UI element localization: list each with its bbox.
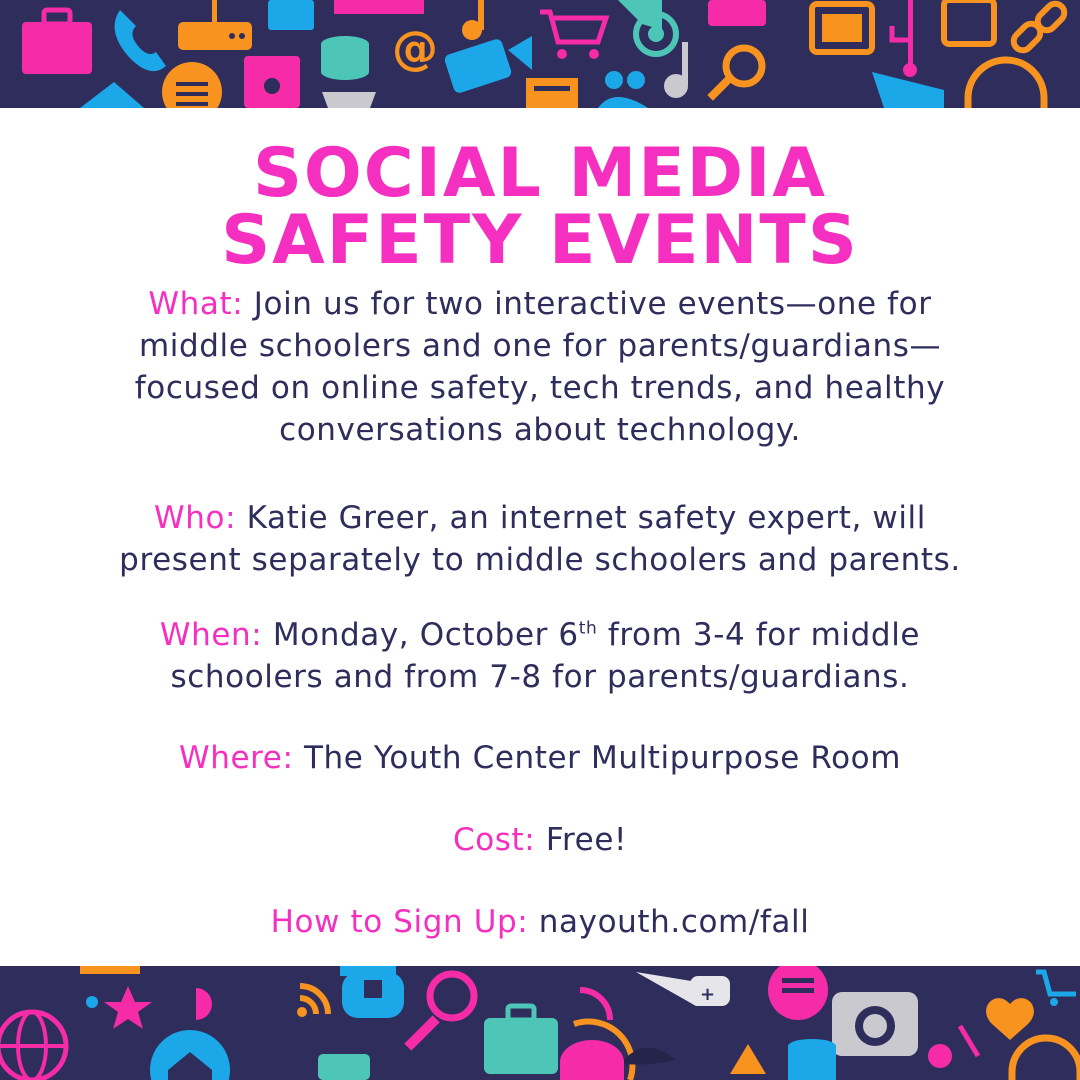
what-line-2: middle schoolers and one for parents/guardians— bbox=[138, 328, 942, 364]
cost-value: Free! bbox=[545, 822, 628, 858]
globe-icon bbox=[0, 1012, 66, 1080]
wifi-icon bbox=[297, 986, 328, 1017]
what-label: What: bbox=[148, 286, 244, 322]
top-icon-band bbox=[0, 0, 1080, 108]
when-date-suffix: th bbox=[578, 618, 598, 639]
video-camera-icon bbox=[443, 36, 532, 94]
who-section bbox=[0, 497, 1080, 581]
when-line-2: schoolers and from 7-8 for parents/guardians. bbox=[170, 659, 910, 695]
signup-section bbox=[0, 901, 1080, 943]
home-icon bbox=[150, 1030, 230, 1080]
briefcase-icon bbox=[484, 1006, 558, 1074]
what-line-3: focused on online safety, tech trends, and healthy bbox=[134, 370, 946, 406]
shopping-cart-icon bbox=[1036, 972, 1076, 1006]
speech-bubble-icon bbox=[768, 966, 828, 1020]
chat-icon bbox=[162, 62, 222, 108]
when-label: When: bbox=[159, 617, 263, 653]
headphones-icon bbox=[1012, 1038, 1080, 1080]
what-line-1: Join us for two interactive events—one for bbox=[253, 286, 932, 322]
who-label: Who: bbox=[154, 500, 237, 536]
game-controller-icon bbox=[636, 972, 730, 1006]
where-value: The Youth Center Multipurpose Room bbox=[303, 740, 902, 776]
database-icon bbox=[321, 36, 369, 80]
magnifier-icon bbox=[707, 48, 762, 101]
tv-icon bbox=[812, 4, 872, 52]
cost-section bbox=[0, 819, 1080, 861]
message-icon bbox=[342, 972, 404, 1018]
at-sign-icon: @ bbox=[392, 21, 438, 75]
briefcase-icon bbox=[22, 10, 92, 74]
database-icon bbox=[788, 1039, 836, 1080]
signup-link[interactable]: nayouth.com/fall bbox=[538, 904, 810, 940]
event-title-line-1: SOCIAL MEDIA bbox=[252, 134, 828, 213]
when-section bbox=[0, 614, 1080, 698]
bottom-icon-band bbox=[0, 966, 1080, 1080]
where-section bbox=[0, 737, 1080, 779]
heart-icon bbox=[986, 998, 1034, 1040]
star-icon bbox=[104, 986, 152, 1029]
phone-icon bbox=[115, 10, 166, 71]
when-line-1-rest: from 3-4 for middle bbox=[607, 617, 921, 653]
where-label: Where: bbox=[178, 740, 294, 776]
who-line-2: present separately to middle schoolers and parents. bbox=[119, 542, 961, 578]
what-line-4: conversations about technology. bbox=[279, 412, 801, 448]
link-icon bbox=[1010, 0, 1068, 54]
calculator-icon bbox=[268, 0, 314, 30]
image-icon bbox=[526, 78, 578, 108]
usb-icon bbox=[892, 0, 917, 77]
headphones-icon bbox=[968, 60, 1044, 108]
shopping-cart-icon bbox=[540, 12, 606, 59]
what-section bbox=[0, 283, 1080, 451]
magnifier-icon bbox=[404, 974, 474, 1051]
tablet-icon bbox=[944, 0, 994, 44]
event-title-line-2: SAFETY EVENTS bbox=[221, 201, 859, 280]
cost-label: Cost: bbox=[452, 822, 536, 858]
router-icon bbox=[178, 0, 252, 50]
signup-label: How to Sign Up: bbox=[270, 904, 529, 940]
when-date: Monday, October 6 bbox=[272, 617, 579, 653]
people-icon bbox=[598, 71, 648, 108]
camera-icon bbox=[832, 992, 918, 1056]
svg-text:+: + bbox=[700, 984, 716, 1005]
who-line-1: Katie Greer, an internet safety expert, will bbox=[246, 500, 926, 536]
